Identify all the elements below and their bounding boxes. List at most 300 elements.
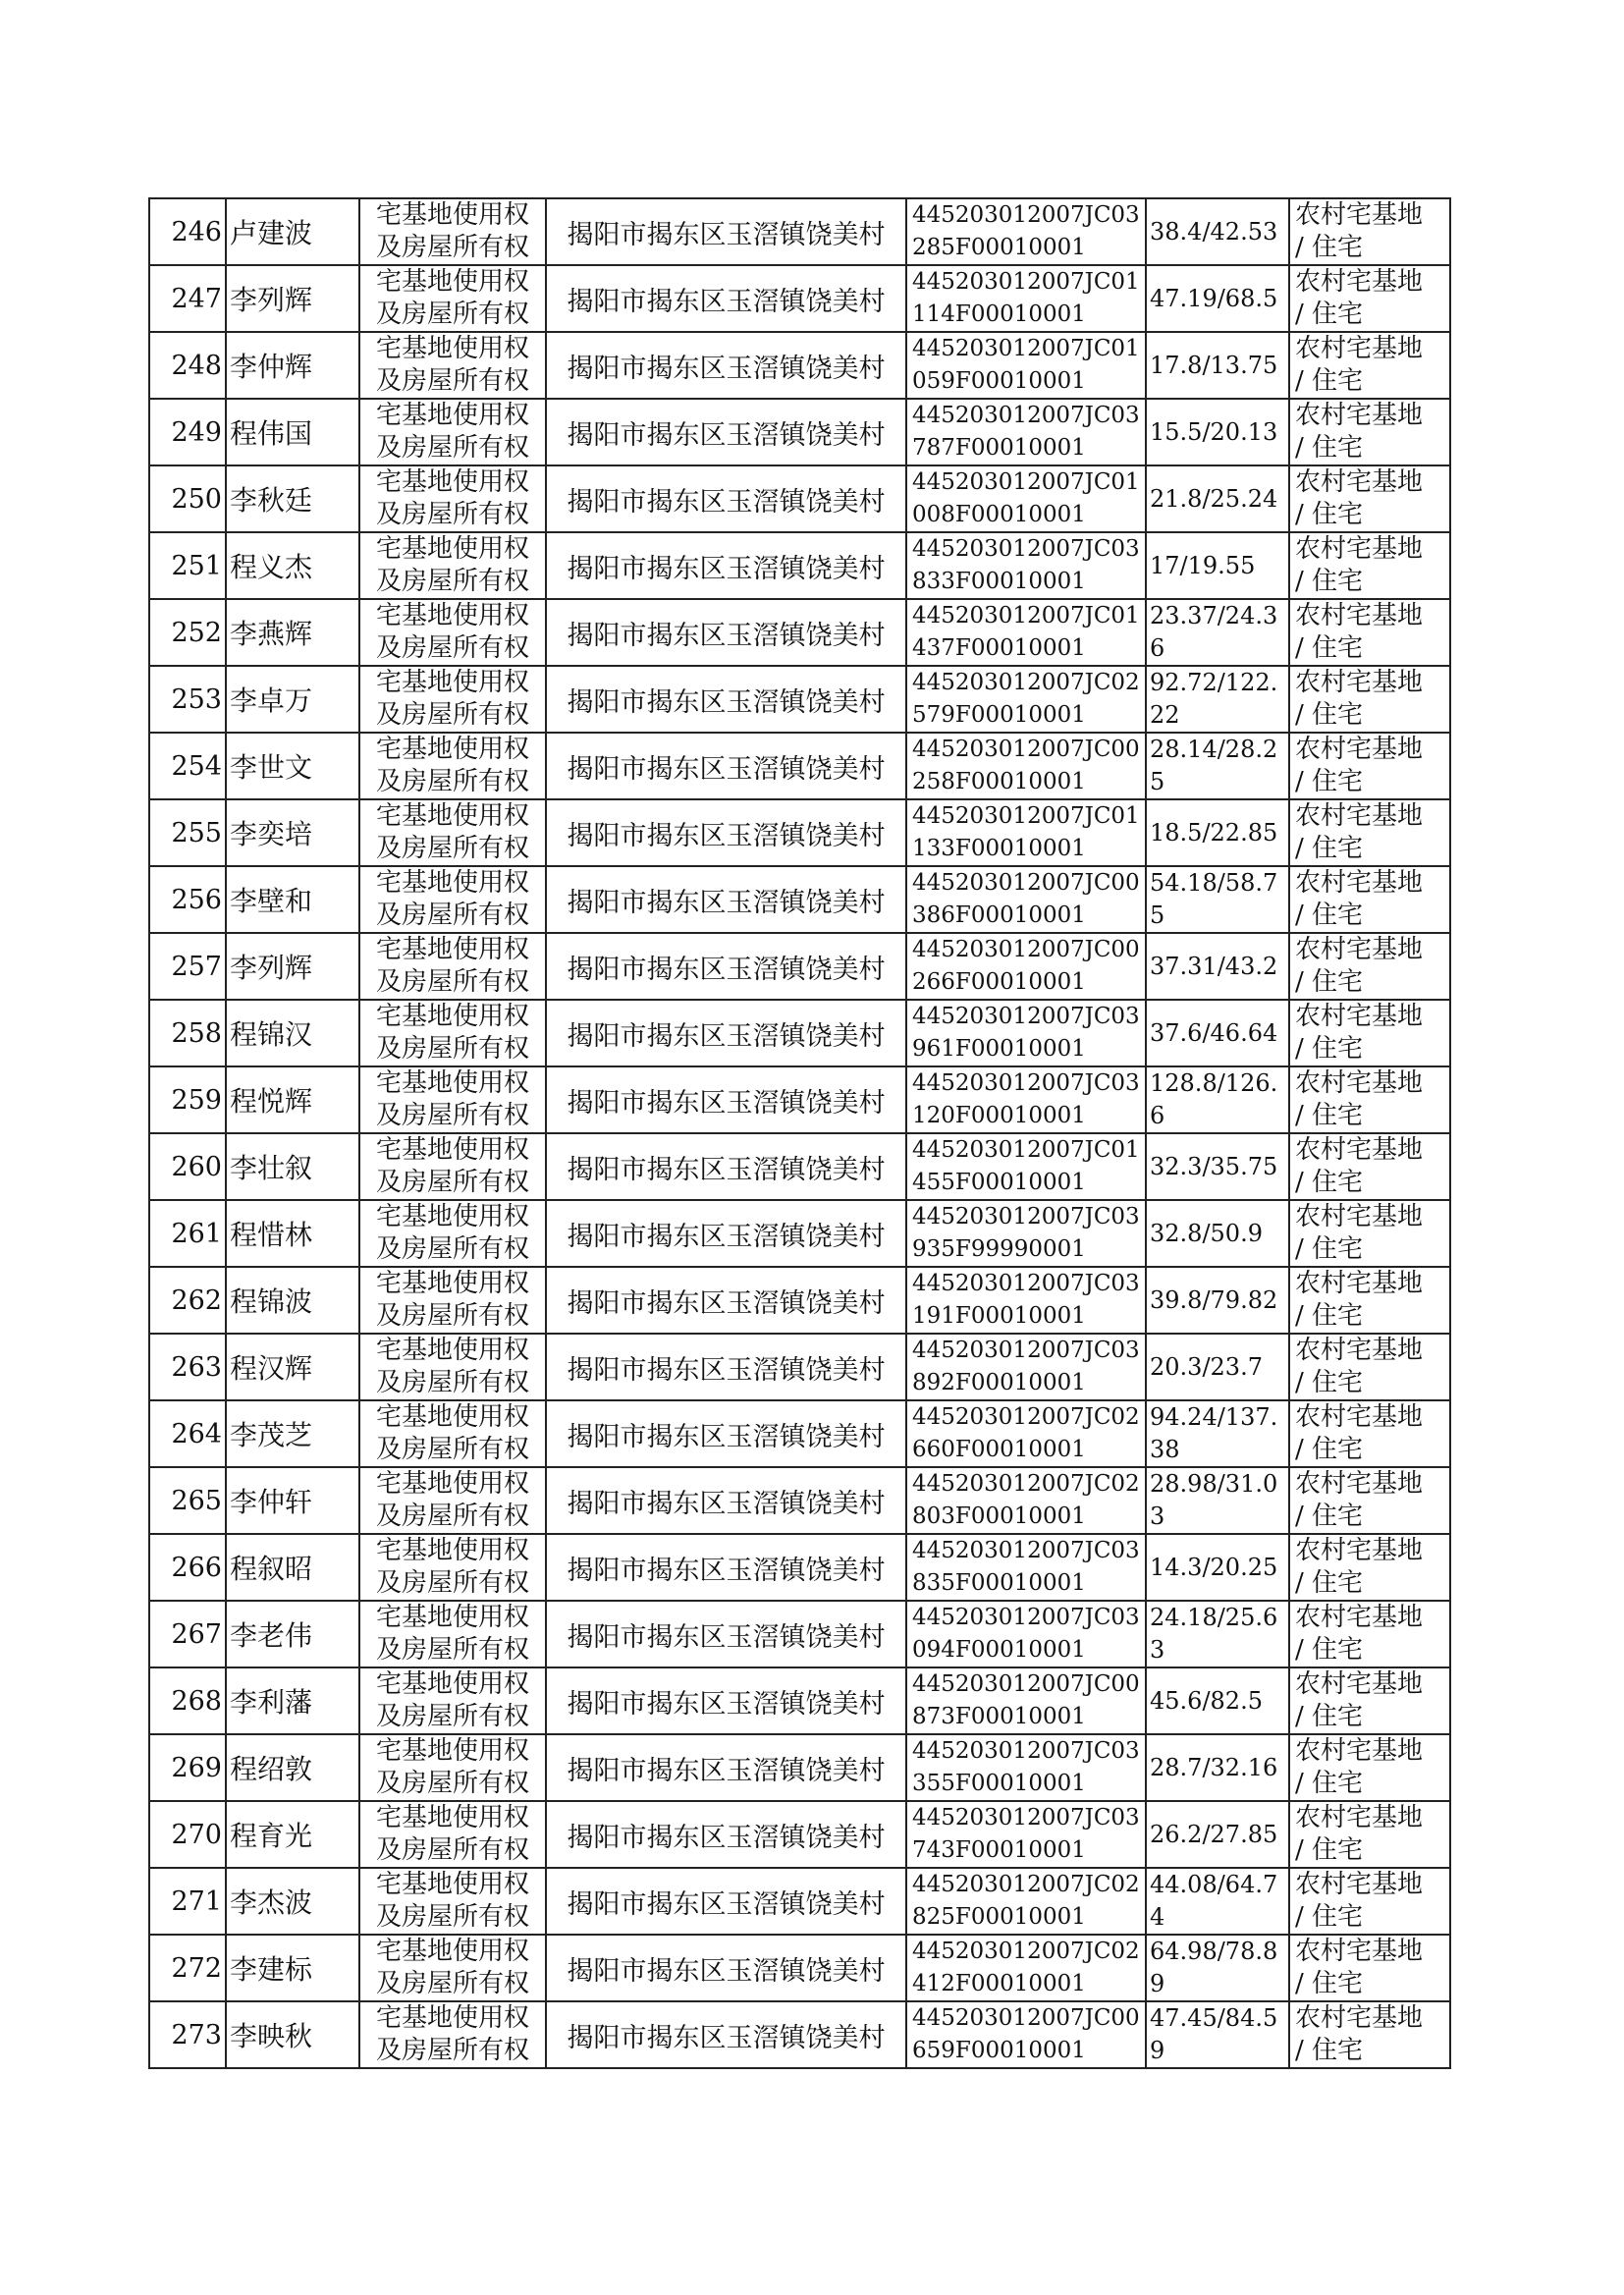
unit-code-text: 445203012007JC03355F00010001 xyxy=(912,1738,1140,1796)
unit-code-cell xyxy=(906,1267,1146,1334)
area-text: 37.31/43.2 xyxy=(1150,952,1278,980)
unit-code-text: 445203012007JC03787F00010001 xyxy=(912,403,1140,461)
owner-name-cell: 李仲轩 xyxy=(226,1467,359,1534)
owner-name-cell: 程惜林 xyxy=(226,1200,359,1267)
area-text: 28.7/32.16 xyxy=(1150,1753,1278,1781)
row-number-cell: 248 xyxy=(149,332,226,399)
right-type-cell xyxy=(359,866,546,933)
area-text: 47.19/68.5 xyxy=(1150,284,1278,312)
table-row xyxy=(149,1066,1450,1133)
unit-code-text: 445203012007JC03191F00010001 xyxy=(912,1271,1140,1329)
row-number-cell: 254 xyxy=(149,733,226,799)
row-number-cell: 265 xyxy=(149,1467,226,1534)
location-cell: 揭阳市揭东区玉滘镇饶美村 xyxy=(546,198,906,265)
land-use-cell xyxy=(1289,1734,1450,1801)
unit-code-text: 445203012007JC00266F00010001 xyxy=(912,937,1140,995)
area-text: 20.3/23.7 xyxy=(1150,1352,1263,1381)
table-row xyxy=(149,799,1450,866)
area-text: 54.18/58.75 xyxy=(1150,869,1278,929)
right-type-cell xyxy=(359,332,546,399)
land-use-text: 农村宅基地 / 住宅 xyxy=(1295,1870,1424,1932)
unit-code-cell xyxy=(906,599,1146,666)
unit-code-cell xyxy=(906,1868,1146,1935)
right-type-text: 宅基地使用权及房屋所有权 xyxy=(375,1002,529,1064)
area-text: 24.18/25.63 xyxy=(1150,1604,1278,1664)
unit-code-text: 445203012007JC02579F00010001 xyxy=(912,670,1140,728)
land-use-text: 农村宅基地 / 住宅 xyxy=(1295,534,1424,596)
right-type-text: 宅基地使用权及房屋所有权 xyxy=(375,935,529,997)
unit-code-cell xyxy=(906,1667,1146,1734)
row-number-cell: 249 xyxy=(149,399,226,465)
table-row xyxy=(149,198,1450,265)
land-use-text: 农村宅基地 / 住宅 xyxy=(1295,1669,1424,1731)
unit-code-cell xyxy=(906,733,1146,799)
location-cell: 揭阳市揭东区玉滘镇饶美村 xyxy=(546,866,906,933)
unit-code-cell xyxy=(906,866,1146,933)
table-row xyxy=(149,599,1450,666)
owner-name-cell: 李奕培 xyxy=(226,799,359,866)
land-use-cell xyxy=(1289,2001,1450,2068)
unit-code-cell xyxy=(906,1133,1146,1200)
location-cell: 揭阳市揭东区玉滘镇饶美村 xyxy=(546,399,906,465)
area-text: 28.14/28.25 xyxy=(1150,736,1278,795)
right-type-cell xyxy=(359,1534,546,1601)
area-text: 21.8/25.24 xyxy=(1150,484,1278,513)
row-number-cell: 269 xyxy=(149,1734,226,1801)
location-cell: 揭阳市揭东区玉滘镇饶美村 xyxy=(546,1534,906,1601)
right-type-text: 宅基地使用权及房屋所有权 xyxy=(375,601,529,663)
unit-code-text: 445203012007JC01437F00010001 xyxy=(912,603,1140,661)
location-cell: 揭阳市揭东区玉滘镇饶美村 xyxy=(546,733,906,799)
land-use-cell xyxy=(1289,1935,1450,2001)
row-number-cell: 251 xyxy=(149,532,226,599)
unit-code-text: 445203012007JC01114F00010001 xyxy=(912,269,1140,327)
unit-code-text: 445203012007JC03961F00010001 xyxy=(912,1004,1140,1062)
land-use-cell xyxy=(1289,933,1450,1000)
owner-name-cell: 李壮叙 xyxy=(226,1133,359,1200)
table-row xyxy=(149,1734,1450,1801)
area-text: 38.4/42.53 xyxy=(1150,217,1278,246)
right-type-text: 宅基地使用权及房屋所有权 xyxy=(375,1669,529,1731)
table-row xyxy=(149,1400,1450,1467)
row-number-cell: 273 xyxy=(149,2001,226,2068)
right-type-text: 宅基地使用权及房屋所有权 xyxy=(375,534,529,596)
area-text: 37.6/46.64 xyxy=(1150,1018,1278,1047)
right-type-text: 宅基地使用权及房屋所有权 xyxy=(375,200,529,262)
land-use-cell xyxy=(1289,1066,1450,1133)
registration-table xyxy=(148,197,1451,2069)
right-type-text: 宅基地使用权及房屋所有权 xyxy=(375,1603,529,1665)
right-type-cell xyxy=(359,1667,546,1734)
land-use-cell xyxy=(1289,265,1450,332)
table-row xyxy=(149,1935,1450,2001)
table-row xyxy=(149,399,1450,465)
owner-name-cell: 李仲辉 xyxy=(226,332,359,399)
right-type-cell xyxy=(359,1066,546,1133)
unit-code-cell xyxy=(906,1601,1146,1667)
right-type-cell xyxy=(359,465,546,532)
location-cell: 揭阳市揭东区玉滘镇饶美村 xyxy=(546,1200,906,1267)
location-cell: 揭阳市揭东区玉滘镇饶美村 xyxy=(546,332,906,399)
land-use-cell xyxy=(1289,1467,1450,1534)
right-type-text: 宅基地使用权及房屋所有权 xyxy=(375,668,529,730)
unit-code-text: 445203012007JC02825F00010001 xyxy=(912,1872,1140,1930)
location-cell: 揭阳市揭东区玉滘镇饶美村 xyxy=(546,1133,906,1200)
area-cell xyxy=(1146,1133,1289,1200)
row-number-cell: 253 xyxy=(149,666,226,733)
right-type-cell xyxy=(359,1801,546,1868)
row-number-cell: 267 xyxy=(149,1601,226,1667)
land-use-text: 农村宅基地 / 住宅 xyxy=(1295,1002,1424,1064)
row-number-cell: 258 xyxy=(149,1000,226,1066)
location-cell: 揭阳市揭东区玉滘镇饶美村 xyxy=(546,2001,906,2068)
land-use-text: 农村宅基地 / 住宅 xyxy=(1295,1536,1424,1598)
land-use-cell xyxy=(1289,532,1450,599)
row-number-cell: 270 xyxy=(149,1801,226,1868)
location-cell: 揭阳市揭东区玉滘镇饶美村 xyxy=(546,1467,906,1534)
unit-code-text: 445203012007JC03285F00010001 xyxy=(912,202,1140,260)
area-cell xyxy=(1146,1868,1289,1935)
unit-code-cell xyxy=(906,1066,1146,1133)
area-cell xyxy=(1146,866,1289,933)
right-type-cell xyxy=(359,733,546,799)
unit-code-cell xyxy=(906,399,1146,465)
table-row xyxy=(149,465,1450,532)
location-cell: 揭阳市揭东区玉滘镇饶美村 xyxy=(546,1667,906,1734)
land-use-text: 农村宅基地 / 住宅 xyxy=(1295,801,1424,863)
unit-code-cell xyxy=(906,1801,1146,1868)
land-use-text: 农村宅基地 / 住宅 xyxy=(1295,868,1424,930)
row-number-cell: 256 xyxy=(149,866,226,933)
area-cell xyxy=(1146,1400,1289,1467)
location-cell: 揭阳市揭东区玉滘镇饶美村 xyxy=(546,799,906,866)
location-cell: 揭阳市揭东区玉滘镇饶美村 xyxy=(546,1601,906,1667)
right-type-text: 宅基地使用权及房屋所有权 xyxy=(375,868,529,930)
land-use-text: 农村宅基地 / 住宅 xyxy=(1295,200,1424,262)
location-cell: 揭阳市揭东区玉滘镇饶美村 xyxy=(546,933,906,1000)
land-use-text: 农村宅基地 / 住宅 xyxy=(1295,401,1424,463)
location-cell: 揭阳市揭东区玉滘镇饶美村 xyxy=(546,1801,906,1868)
unit-code-text: 445203012007JC00258F00010001 xyxy=(912,737,1140,794)
table-row xyxy=(149,2001,1450,2068)
area-text: 28.98/31.03 xyxy=(1150,1470,1278,1530)
area-cell xyxy=(1146,733,1289,799)
owner-name-cell: 李列辉 xyxy=(226,933,359,1000)
right-type-cell xyxy=(359,1868,546,1935)
unit-code-cell xyxy=(906,1534,1146,1601)
table-row xyxy=(149,1534,1450,1601)
table-row xyxy=(149,866,1450,933)
right-type-text: 宅基地使用权及房屋所有权 xyxy=(375,1135,529,1197)
unit-code-text: 445203012007JC02803F00010001 xyxy=(912,1471,1140,1529)
land-use-text: 农村宅基地 / 住宅 xyxy=(1295,1736,1424,1798)
area-cell xyxy=(1146,198,1289,265)
area-cell xyxy=(1146,332,1289,399)
land-use-cell xyxy=(1289,1334,1450,1400)
owner-name-cell: 卢建波 xyxy=(226,198,359,265)
owner-name-cell: 李老伟 xyxy=(226,1601,359,1667)
owner-name-cell: 李映秋 xyxy=(226,2001,359,2068)
right-type-cell xyxy=(359,1334,546,1400)
right-type-cell xyxy=(359,399,546,465)
land-use-cell xyxy=(1289,465,1450,532)
location-cell: 揭阳市揭东区玉滘镇饶美村 xyxy=(546,1334,906,1400)
row-number-cell: 264 xyxy=(149,1400,226,1467)
row-number-cell: 262 xyxy=(149,1267,226,1334)
unit-code-cell xyxy=(906,666,1146,733)
area-cell xyxy=(1146,1267,1289,1334)
land-use-cell xyxy=(1289,1000,1450,1066)
location-cell: 揭阳市揭东区玉滘镇饶美村 xyxy=(546,1935,906,2001)
land-use-text: 农村宅基地 / 住宅 xyxy=(1295,1803,1424,1865)
location-cell: 揭阳市揭东区玉滘镇饶美村 xyxy=(546,1400,906,1467)
right-type-text: 宅基地使用权及房屋所有权 xyxy=(375,1536,529,1598)
table-row xyxy=(149,532,1450,599)
right-type-text: 宅基地使用权及房屋所有权 xyxy=(375,1068,529,1130)
row-number-cell: 247 xyxy=(149,265,226,332)
land-use-text: 农村宅基地 / 住宅 xyxy=(1295,1202,1424,1264)
unit-code-text: 445203012007JC01059F00010001 xyxy=(912,336,1140,394)
unit-code-cell xyxy=(906,1200,1146,1267)
table-row xyxy=(149,933,1450,1000)
table-row xyxy=(149,1200,1450,1267)
right-type-text: 宅基地使用权及房屋所有权 xyxy=(375,467,529,529)
owner-name-cell: 李杰波 xyxy=(226,1868,359,1935)
right-type-text: 宅基地使用权及房屋所有权 xyxy=(375,1402,529,1464)
land-use-cell xyxy=(1289,1667,1450,1734)
unit-code-text: 445203012007JC03833F00010001 xyxy=(912,536,1140,594)
owner-name-cell: 李世文 xyxy=(226,733,359,799)
right-type-cell xyxy=(359,666,546,733)
land-use-cell xyxy=(1289,1400,1450,1467)
area-text: 17/19.55 xyxy=(1150,551,1256,579)
owner-name-cell: 程锦波 xyxy=(226,1267,359,1334)
right-type-text: 宅基地使用权及房屋所有权 xyxy=(375,1870,529,1932)
area-text: 94.24/137.38 xyxy=(1150,1403,1278,1463)
right-type-text: 宅基地使用权及房屋所有权 xyxy=(375,1736,529,1798)
right-type-text: 宅基地使用权及房屋所有权 xyxy=(375,1803,529,1865)
row-number-cell: 261 xyxy=(149,1200,226,1267)
area-cell xyxy=(1146,666,1289,733)
owner-name-cell: 程育光 xyxy=(226,1801,359,1868)
unit-code-text: 445203012007JC03835F00010001 xyxy=(912,1538,1140,1596)
right-type-cell xyxy=(359,198,546,265)
area-text: 45.6/82.5 xyxy=(1150,1686,1263,1715)
land-use-cell xyxy=(1289,1801,1450,1868)
area-cell xyxy=(1146,465,1289,532)
row-number-cell: 272 xyxy=(149,1935,226,2001)
land-use-cell xyxy=(1289,1868,1450,1935)
table-row xyxy=(149,265,1450,332)
row-number-cell: 255 xyxy=(149,799,226,866)
right-type-cell xyxy=(359,1935,546,2001)
right-type-text: 宅基地使用权及房屋所有权 xyxy=(375,1202,529,1264)
table-body xyxy=(149,198,1450,2068)
area-cell xyxy=(1146,1801,1289,1868)
table-row xyxy=(149,733,1450,799)
table-row xyxy=(149,1801,1450,1868)
unit-code-cell xyxy=(906,1467,1146,1534)
owner-name-cell: 李壁和 xyxy=(226,866,359,933)
row-number-cell: 257 xyxy=(149,933,226,1000)
unit-code-cell xyxy=(906,1334,1146,1400)
row-number-cell: 246 xyxy=(149,198,226,265)
area-cell xyxy=(1146,1467,1289,1534)
unit-code-cell xyxy=(906,532,1146,599)
unit-code-cell xyxy=(906,2001,1146,2068)
right-type-cell xyxy=(359,1133,546,1200)
table-row xyxy=(149,1467,1450,1534)
right-type-cell xyxy=(359,599,546,666)
land-use-cell xyxy=(1289,1534,1450,1601)
right-type-text: 宅基地使用权及房屋所有权 xyxy=(375,1336,529,1397)
unit-code-cell xyxy=(906,1734,1146,1801)
table-row xyxy=(149,332,1450,399)
right-type-text: 宅基地使用权及房屋所有权 xyxy=(375,735,529,796)
unit-code-text: 445203012007JC01133F00010001 xyxy=(912,803,1140,861)
owner-name-cell: 程义杰 xyxy=(226,532,359,599)
table-row xyxy=(149,1601,1450,1667)
area-cell xyxy=(1146,265,1289,332)
right-type-text: 宅基地使用权及房屋所有权 xyxy=(375,401,529,463)
unit-code-cell xyxy=(906,465,1146,532)
row-number-cell: 259 xyxy=(149,1066,226,1133)
unit-code-text: 445203012007JC01455F00010001 xyxy=(912,1137,1140,1195)
unit-code-text: 445203012007JC00873F00010001 xyxy=(912,1671,1140,1729)
area-text: 17.8/13.75 xyxy=(1150,351,1278,379)
unit-code-text: 445203012007JC03094F00010001 xyxy=(912,1605,1140,1663)
owner-name-cell: 李茂芝 xyxy=(226,1400,359,1467)
right-type-cell xyxy=(359,1200,546,1267)
area-text: 15.5/20.13 xyxy=(1150,417,1278,446)
area-text: 23.37/24.36 xyxy=(1150,602,1278,662)
owner-name-cell: 程汉辉 xyxy=(226,1334,359,1400)
right-type-cell xyxy=(359,1000,546,1066)
location-cell: 揭阳市揭东区玉滘镇饶美村 xyxy=(546,1000,906,1066)
unit-code-cell xyxy=(906,933,1146,1000)
land-use-text: 农村宅基地 / 住宅 xyxy=(1295,1402,1424,1464)
table-row xyxy=(149,1000,1450,1066)
table-row xyxy=(149,1267,1450,1334)
land-use-text: 农村宅基地 / 住宅 xyxy=(1295,668,1424,730)
row-number-cell: 271 xyxy=(149,1868,226,1935)
unit-code-text: 445203012007JC03120F00010001 xyxy=(912,1070,1140,1128)
unit-code-cell xyxy=(906,265,1146,332)
area-text: 32.3/35.75 xyxy=(1150,1152,1278,1180)
land-use-text: 农村宅基地 / 住宅 xyxy=(1295,601,1424,663)
area-cell xyxy=(1146,532,1289,599)
area-text: 128.8/126.6 xyxy=(1150,1069,1278,1129)
row-number-cell: 266 xyxy=(149,1534,226,1601)
owner-name-cell: 程伟国 xyxy=(226,399,359,465)
land-use-cell xyxy=(1289,1200,1450,1267)
land-use-text: 农村宅基地 / 住宅 xyxy=(1295,1135,1424,1197)
area-text: 14.3/20.25 xyxy=(1150,1553,1278,1581)
right-type-text: 宅基地使用权及房屋所有权 xyxy=(375,1937,529,1998)
land-use-cell xyxy=(1289,399,1450,465)
area-text: 18.5/22.85 xyxy=(1150,818,1278,847)
location-cell: 揭阳市揭东区玉滘镇饶美村 xyxy=(546,1734,906,1801)
right-type-text: 宅基地使用权及房屋所有权 xyxy=(375,2003,529,2065)
owner-name-cell: 程悦辉 xyxy=(226,1066,359,1133)
right-type-text: 宅基地使用权及房屋所有权 xyxy=(375,801,529,863)
land-use-cell xyxy=(1289,866,1450,933)
land-use-text: 农村宅基地 / 住宅 xyxy=(1295,2003,1424,2065)
area-text: 47.45/84.59 xyxy=(1150,2004,1278,2064)
owner-name-cell: 程锦汉 xyxy=(226,1000,359,1066)
area-cell xyxy=(1146,1935,1289,2001)
right-type-cell xyxy=(359,532,546,599)
land-use-text: 农村宅基地 / 住宅 xyxy=(1295,334,1424,396)
right-type-cell xyxy=(359,1467,546,1534)
location-cell: 揭阳市揭东区玉滘镇饶美村 xyxy=(546,1066,906,1133)
unit-code-cell xyxy=(906,1000,1146,1066)
location-cell: 揭阳市揭东区玉滘镇饶美村 xyxy=(546,599,906,666)
unit-code-text: 445203012007JC02660F00010001 xyxy=(912,1404,1140,1462)
land-use-cell xyxy=(1289,599,1450,666)
unit-code-text: 445203012007JC00659F00010001 xyxy=(912,2005,1140,2063)
right-type-text: 宅基地使用权及房屋所有权 xyxy=(375,1269,529,1331)
land-use-cell xyxy=(1289,799,1450,866)
area-cell xyxy=(1146,933,1289,1000)
right-type-cell xyxy=(359,1601,546,1667)
location-cell: 揭阳市揭东区玉滘镇饶美村 xyxy=(546,465,906,532)
land-use-text: 农村宅基地 / 住宅 xyxy=(1295,1336,1424,1397)
unit-code-cell xyxy=(906,198,1146,265)
land-use-cell xyxy=(1289,332,1450,399)
location-cell: 揭阳市揭东区玉滘镇饶美村 xyxy=(546,532,906,599)
unit-code-text: 445203012007JC03935F99990001 xyxy=(912,1204,1140,1262)
owner-name-cell: 李燕辉 xyxy=(226,599,359,666)
location-cell: 揭阳市揭东区玉滘镇饶美村 xyxy=(546,666,906,733)
table-row xyxy=(149,1667,1450,1734)
area-cell xyxy=(1146,599,1289,666)
right-type-cell xyxy=(359,1267,546,1334)
area-text: 92.72/122.22 xyxy=(1150,669,1278,729)
area-cell xyxy=(1146,799,1289,866)
row-number-cell: 263 xyxy=(149,1334,226,1400)
unit-code-cell xyxy=(906,799,1146,866)
land-use-text: 农村宅基地 / 住宅 xyxy=(1295,1068,1424,1130)
land-use-cell xyxy=(1289,733,1450,799)
right-type-text: 宅基地使用权及房屋所有权 xyxy=(375,267,529,329)
unit-code-cell xyxy=(906,1400,1146,1467)
owner-name-cell: 李卓万 xyxy=(226,666,359,733)
owner-name-cell: 李秋廷 xyxy=(226,465,359,532)
location-cell: 揭阳市揭东区玉滘镇饶美村 xyxy=(546,1267,906,1334)
row-number-cell: 260 xyxy=(149,1133,226,1200)
area-cell xyxy=(1146,1534,1289,1601)
area-text: 39.8/79.82 xyxy=(1150,1285,1278,1314)
location-cell: 揭阳市揭东区玉滘镇饶美村 xyxy=(546,265,906,332)
area-cell xyxy=(1146,1667,1289,1734)
land-use-text: 农村宅基地 / 住宅 xyxy=(1295,467,1424,529)
area-text: 26.2/27.85 xyxy=(1150,1820,1278,1848)
unit-code-text: 445203012007JC03743F00010001 xyxy=(912,1805,1140,1863)
owner-name-cell: 李利藩 xyxy=(226,1667,359,1734)
area-cell xyxy=(1146,2001,1289,2068)
location-cell: 揭阳市揭东区玉滘镇饶美村 xyxy=(546,1868,906,1935)
area-cell xyxy=(1146,1734,1289,1801)
land-use-text: 农村宅基地 / 住宅 xyxy=(1295,1469,1424,1531)
area-cell xyxy=(1146,1601,1289,1667)
unit-code-cell xyxy=(906,1935,1146,2001)
unit-code-cell xyxy=(906,332,1146,399)
row-number-cell: 252 xyxy=(149,599,226,666)
area-cell xyxy=(1146,1200,1289,1267)
owner-name-cell: 李列辉 xyxy=(226,265,359,332)
row-number-cell: 268 xyxy=(149,1667,226,1734)
